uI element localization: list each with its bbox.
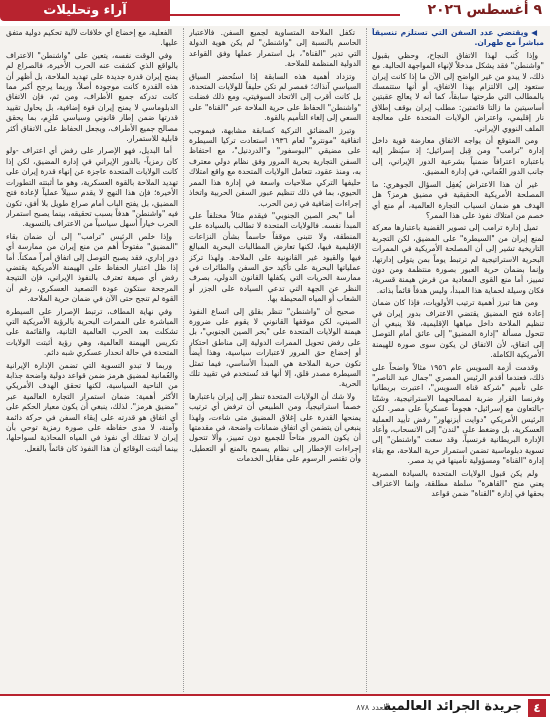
paragraph: ولا شك أن الولايات المتحدة تنظر إلى إيران باعتبارها خصماً استراتيجياً، ومن الطبيعي أن ترفض أي ترتيب يمنحها القدرة على إغلاق المضيق متى شاءت، ولهذا ينبغي أن يتضمن أي اتفاق ضمانات واضحة، في مقدمتها أن يكون المرور متاحاً للجميع دون تمييز، وألا تتحول إجراءات الإخطار إلى نظام يسمح بالمنع أو التعطيل، وأن تقتصر الرسوم على مقابل الخدمات <box>189 391 361 464</box>
paragraph: صحيح أن "واشنطن" تنظر بقلق إلى اتساع النفوذ الصيني، لكن موقفها القانوني لا يقوم على ضرورة هيمنة الولايات المتحدة على "بحر الصين الجنوبي"، بل على رفض تحويل الممرات الدولية إلى مناطق احتكار أو إخضاع حق المرور لاعتبارات سياسية، وهذا أيضاً تكون حرية الملاحة هي المبدأ الأساسي، فيما تمثل السيطرة مصدر قلق، إلا أنها قد تُستخدم في تقييد تلك الحرية. <box>189 306 361 389</box>
paragraph: غير أن هذا الاعتراض يُغفِل السؤال الجوهري: ما المصلحة الأمريكية الحقيقية في مضيق هرمز؟ هل الهدف هو ضمان انسياب التجارة العالمية، أم منع أي خصم من امتلاك نفوذ على هذا الممر؟ <box>372 179 544 220</box>
paragraph: ومن هنا تبرز أهمية ترتيب الأولويات، فإذا كان ضمان إعادة فتح المضيق يقتضي الاعتراف بدور إيران في تنظيم الملاحة داخل مياهها الإقليمية، فلا ينبغي أن تتحول مسألة "إدارة المضيق" إلى عائق أمام التوصل إلى اتفاق، لأن الاتفاق لن يكون سوى صورة للهيمنة الأمريكية الكاملة. <box>372 298 544 360</box>
page-footer <box>0 694 550 721</box>
header-rule <box>170 14 400 16</box>
page-number: ٤ <box>528 699 546 717</box>
arrow-bullet-icon: ◀ <box>531 28 539 37</box>
paragraph: تكفل الملاحة المتساوية لجميع السفن. فالاعتبار الحاسم بالنسبة إلى "واشنطن" لم يكن هوية الدولة التي تدير "القناة"، بل استمرار عملها وفق القواعد الدولية المنظمة للملاحة. <box>189 28 361 69</box>
column-divider <box>361 28 372 692</box>
article-body <box>6 28 544 692</box>
paragraph: الفعلية، مع إخضاع أي خلافات لآلية تحكيم دولية متفق عليها. <box>6 28 178 48</box>
paragraph: وإذا كُتب لهذا الاتفاق النجاح، وحظي بقبول "واشنطن" فقد يشكل مدخلاً لإنهاء المواجهة الحالية. مع ذلك، لا يبدو من غير الواضح إلى الآن ما إذا كانت إيران ستعود إلى الالتزام بهذا الاتفاق، أو أنها ستتمسك بالمطالب التي طرحتها سابقاً، كما أنه لا يعالج عقبتين أساسيتين ما زالتا قائمتين: مطلب إيران بوقف إطلاق نار إقليمي، واعتراض الولايات المتحدة على معالجة الملف النووي الإيراني. <box>372 50 544 133</box>
paragraph: وتزداد أهمية هذه السابقة إذا استُحضر السياق السياسي آنذاك؛ فمصر لم تكن حليفاً للولايات المتحدة، بل كانت أقرب إلى الاتحاد السوفيتي، ومع ذلك فضلت "واشنطن" الحفاظ على حرية الملاحة عبر "القناة" على السعي إلى إلغاء التأميم بالقوة. <box>189 71 361 123</box>
column-left <box>6 28 178 692</box>
paragraph: وتبرز المضائق التركية كسابقة مشابهة، فبموجب اتفاقية "مونترو" لعام ١٩٣٦ استعادت تركيا السيطرة على مضيقي "البوسفور" و"الدردنيل"، مع احتفاظ السفن التجارية بحرية المرور وفق نظام دولي معترف به، ومنذ عقود، تتعامل الولايات المتحدة مع واقع امتلاك حليفها التركي صلاحيات واسعة في إدارة هذا الممر الحيوي، بما في ذلك تنظيم عبور السفن الحربية واتخاذ إجراءات إضافية في زمن الحرب. <box>189 125 361 208</box>
column-divider <box>178 28 189 692</box>
paragraph: تميل إدارة ترامب إلى تصوير القضية باعتبارها معركة لمنع إيران من "السيطرة" على المضيق، لكن التجربة التاريخية تشير إلى أن المصلحة الأمريكية في الممرات البحرية الاستراتيجية لم ترتبط يوماً بمن يتولى إدارتها، وإنما بضمان حرية العبور بصورة منتظمة ومن دون تمييز، أما منع القوى المعادية من فرض هيمنة قسرية، فكان وسيلة لحماية هذا المبدأ، وليس هدفاً قائماً بذاته. <box>372 223 544 295</box>
paragraph: وفي نهاية المطاف، ترتبط الإصرار على السيطرة المباشرة على الممرات البحرية بالرؤية الأمريكية التي تشكلت بعد الحرب العالمية الثانية، والقائمة على تكريس الهيمنة العالمية، وهي رؤية أثبتت الولايات المتحدة في حالة انحدار عسكري شبه دائم. <box>6 306 178 358</box>
paragraph: ولم يكن قبول الولايات المتحدة بالسيادة المصرية يعني منح "القاهرة" سلطة مطلقة، وإنما الاعتراف بحقها في إدارة "القناة" ضمن قواعد <box>372 468 544 499</box>
newspaper-name: جريدة الجرائد العالمية <box>383 699 522 714</box>
column-right <box>372 28 544 692</box>
issue-date: ٩ أغسطس ٢٠٢٦ <box>427 2 542 18</box>
paragraph: وربما لا تبدو التسوية التي تضمن الإدارة الإيرانية والعُمانية لمضيق هرمز ضمن قواعد دولية واضحة جذابة من الناحية السياسية، لكنها تحقق الهدف الأمريكي الأكثر أهمية: ضمان استمرار التجارة العالمية عبر "مضيق هرمز". لذلك، ينبغي أن يكون معيار الحكم على أي اتفاق هو قدرته على إبقاء السفن في حركة دائمة وآمنة، لا مدى حفاظه على صورة رمزية توحي بأن إيران لا تمتلك أي نفوذ في المياه المحاذية لسواحلها، بينما أثبتت الوقائع أن هذا النفوذ كان قائماً بالفعل. <box>6 360 178 453</box>
paragraph: أما "بحر الصين الجنوبي" فيقدم مثالاً مختلفاً على المبدأ نفسه. فالولايات المتحدة لا تطالب بالسيادة على المنطقة، ولا تتبنى موقفاً حاسماً بشأن النزاعات الإقليمية فيها، لكنها تعارض المطالبات البحرية المبالغ فيها والقيود غير القانونية على الملاحة. ولهذا تركز عملياتها البحرية على تأكيد حق السفن والطائرات في ممارسة الحريات التي يكفلها القانون الدولي، بصرف النظر عن الجهة التي تدعي السيادة على الجزر أو الشعاب أو المياه المحيطة بها. <box>189 210 361 304</box>
paragraph: وإذا خلص الرئيس "ترامب" إلى أن ضمان بقاء "المضيق" مفتوحاً أهم من منع إيران من ممارسة أي دور إداري، فقد يصبح التوصل إلى اتفاق أمراً ممكناً. أما إذا ظل اعتبار الحفاظ على الهيمنة الأمريكية يقتضي رفض أي صيغة تعترف بالنفوذ الإيراني، فإن النتيجة المرجحة ستكون عودة التصعيد العسكري، رغم أن القوة لم تنجح حتى الآن في ضمان حرية الملاحة. <box>6 231 178 304</box>
paragraph: ومن المتوقع أن يواجه الاتفاق معارضة قوية داخل إدارة "ترامب" ومن قِبل إسرائيل؛ إذ سيُنظر إليه باعتباره اعترافاً ضمنياً بشرعية الدور الإيراني، إلى جانب الدور العُماني، في إدارة المضيق. <box>372 136 544 177</box>
paragraph: ◀ويقتضي عدد السفن التي تستلزم تنسيقاً مباشراً مع طهران. <box>372 28 544 48</box>
issue-number: العدد ٨٧٨ <box>356 703 388 712</box>
paragraph: أما البديل، فهو الإصرار على رفض أي اعتراف -ولو كان رمزياً- بالدور الإيراني في إدارة المضيق، لكن إذا كانت الولايات المتحدة عاجزة عن إنهاء قدرة إيران على تهديد الملاحة بالقوة العسكرية، وهو ما أثبتته التطورات الأخيرة؛ فإن هذا النهج لا يقدم سبيلاً عملياً لإعادة فتح المضيق، بل يفتح الباب أمام صراع طويل بلا أفق، تكون فيه "واشنطن" هدفاً بسبب تحقيقه، بينما يصبح استمرار الحرب خياراً أسهل سياسياً من الاعتراف بالتسوية. <box>6 146 178 229</box>
section-banner: آراء وتحليلات <box>0 0 170 21</box>
page-header <box>0 0 550 26</box>
column-middle <box>189 28 361 692</box>
paragraph: وقدمت أزمة السويس عام ١٩٥٦ مثالاً واضحاً على ذلك، فعندما أقدم الرئيس المصري "جمال عبد الناصر" على تأميم "شركة قناة السويس"، اعتبرت بريطانيا وفرنسا القرار ضربة لمصالحهما الاستراتيجية، وشنّتا -بالتعاون مع إسرائيل- هجوماً عسكرياً على مصر. لكن الرئيس الأمريكي "دوايت أيزنهاور" رفض تأييد العملية العسكرية، بل وضغط على "لندن" إلى الانسحاب، وأعاد الإدارة البريطانية فرنسياً، وقد سعت "واشنطن" إلى تسوية دبلوماسية تضمن استمرار حرية الملاحة، مع بقاء إدارة "القناة" ومسؤولية تأمينها في يد مصر. <box>372 362 544 466</box>
paragraph: وفي الوقت نفسه، يتعين على "واشنطن" الاعتراف بالواقع الذي كشفت عنه الحرب الأخيرة، فالصراع لم يمنح إيران قدرة جديدة على تهديد الملاحة، بل أظهر أن هذه القدرة كانت موجودة أصلاً، وربما يرجح أكبر مما كانت تدركه جميع الأطراف، ومن ثم، فإن الاتفاق الدبلوماسي لا يمنح إيران قوة إضافية، بل يحاول تقييد قدرتها ضمن إطار قانوني وسياسي مُلزِم، بما يحقق مصالح جميع الأطراف، ويجعل الحفاظ على الاتفاق أكثر قابلية للاستمرار. <box>6 50 178 144</box>
